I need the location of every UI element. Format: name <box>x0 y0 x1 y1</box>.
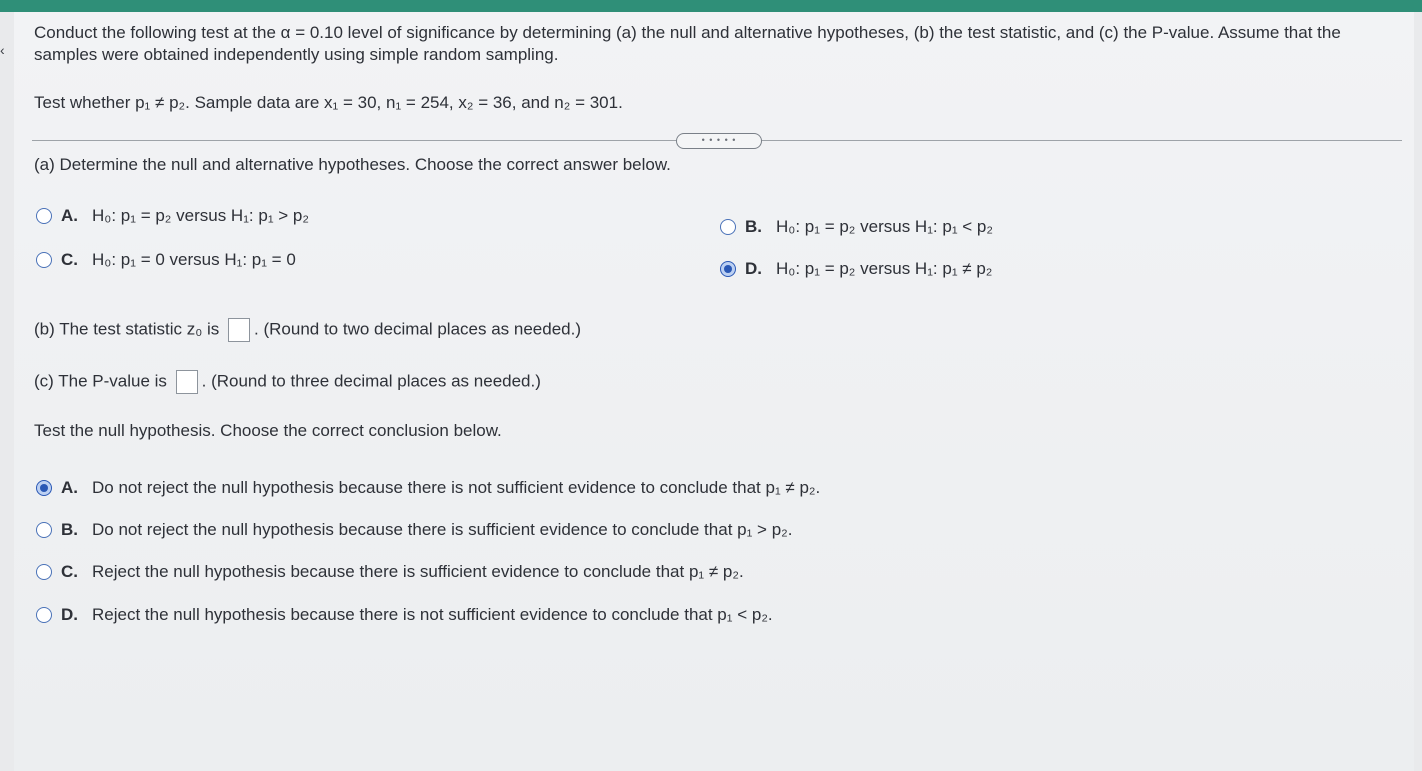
conclusion-prompt: Test the null hypothesis. Choose the correct conclusion below. <box>34 421 502 440</box>
radio-icon[interactable] <box>720 219 736 235</box>
radio-selected-icon[interactable] <box>36 480 52 496</box>
radio-selected-icon[interactable] <box>720 261 736 277</box>
part-a-prompt: (a) Determine the null and alternative hypotheses. Choose the correct answer below. <box>34 155 671 174</box>
option-text: Do not reject the null hypothesis because there is not sufficient evidence to conclude that p₁ ≠ p₂. <box>92 478 821 497</box>
question-intro: Conduct the following test at the α = 0.10 level of significance by determining (a) the null and alternative hypotheses, (b) the test statistic, and (c) the P-value. Assume that the samples were obtained independently using simple random sampling. <box>34 23 1341 64</box>
radio-icon[interactable] <box>36 607 52 623</box>
conclusion-option-a[interactable] <box>36 478 820 498</box>
option-letter: D. <box>745 259 762 278</box>
expand-handle[interactable]: • • • • • <box>676 133 762 149</box>
option-letter: A. <box>61 206 78 225</box>
option-text: H₀: p₁ = p₂ versus H₁: p₁ ≠ p₂ <box>776 259 993 278</box>
conclusion-option-d[interactable] <box>36 605 773 625</box>
hypothesis-option-a[interactable] <box>36 206 309 226</box>
radio-icon[interactable] <box>36 522 52 538</box>
part-c-line <box>34 370 541 394</box>
top-accent-bar <box>0 0 1422 12</box>
part-c-label: (c) The P-value is <box>34 371 167 391</box>
p-value-input[interactable] <box>176 370 198 394</box>
radio-icon[interactable] <box>36 252 52 268</box>
option-text: H₀: p₁ = p₂ versus H₁: p₁ > p₂ <box>92 206 309 225</box>
option-text: Do not reject the null hypothesis because there is sufficient evidence to conclude that p₁ > p₂. <box>92 520 793 539</box>
option-letter: B. <box>61 520 78 539</box>
option-text: Reject the null hypothesis because there is not sufficient evidence to conclude that p₁ < p₂. <box>92 605 773 624</box>
part-b-label: (b) The test statistic z₀ is <box>34 319 220 339</box>
conclusion-option-c[interactable] <box>36 562 744 582</box>
option-text: H₀: p₁ = p₂ versus H₁: p₁ < p₂ <box>776 217 993 236</box>
radio-icon[interactable] <box>36 564 52 580</box>
test-statement: Test whether p₁ ≠ p₂. Sample data are x₁ = 30, n₁ = 254, x₂ = 36, and n₂ = 301. <box>34 93 623 112</box>
option-letter: C. <box>61 562 78 581</box>
radio-icon[interactable] <box>36 208 52 224</box>
conclusion-option-b[interactable] <box>36 520 792 540</box>
test-statistic-input[interactable] <box>228 318 250 342</box>
left-edge-marker-icon: ‹ <box>0 42 5 58</box>
option-letter: C. <box>61 250 78 269</box>
option-letter: B. <box>745 217 762 236</box>
hypothesis-option-c[interactable] <box>36 250 296 270</box>
option-letter: D. <box>61 605 78 624</box>
part-c-hint: . (Round to three decimal places as needed.) <box>201 371 541 391</box>
option-letter: A. <box>61 478 78 497</box>
part-b-hint: . (Round to two decimal places as needed.) <box>254 319 581 339</box>
option-text: H₀: p₁ = 0 versus H₁: p₁ = 0 <box>92 250 296 269</box>
hypothesis-option-d[interactable] <box>720 259 992 279</box>
hypothesis-option-b[interactable] <box>720 217 993 237</box>
part-b-line <box>34 318 581 342</box>
option-text: Reject the null hypothesis because there is sufficient evidence to conclude that p₁ ≠ p₂. <box>92 562 744 581</box>
